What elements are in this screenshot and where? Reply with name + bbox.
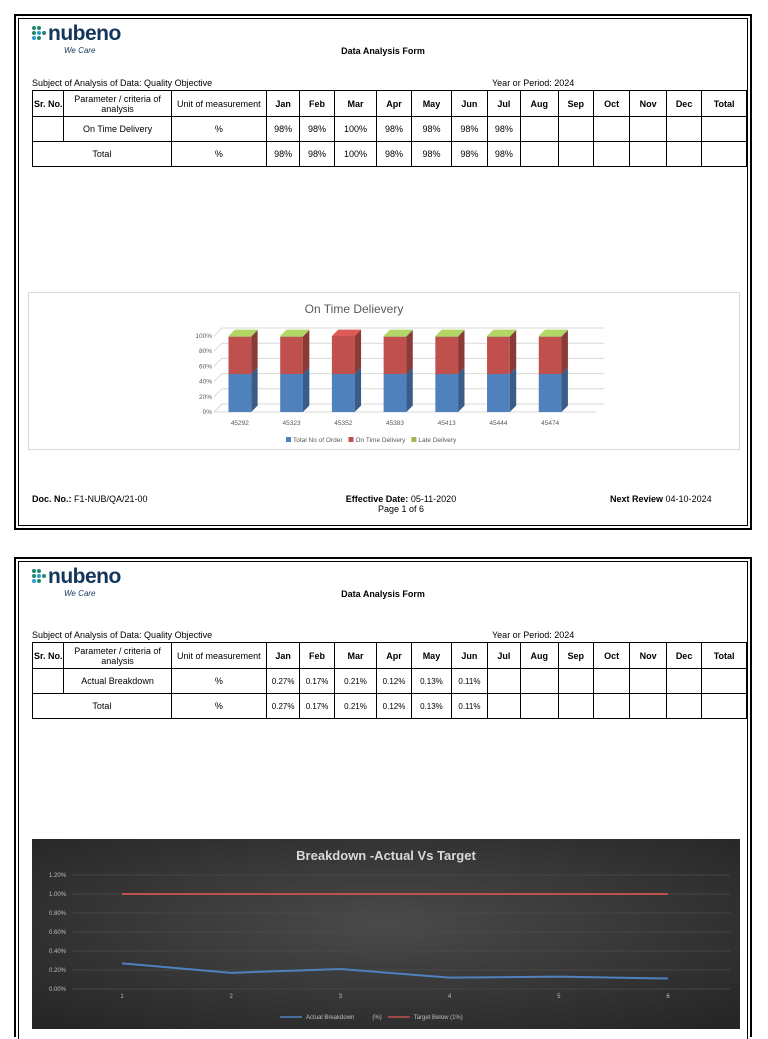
x-tick-label: 5 xyxy=(557,994,561,1000)
y-tick-label: 1.20% xyxy=(48,873,66,879)
header-cell: Oct xyxy=(593,643,629,669)
bar-front xyxy=(228,337,251,374)
header-cell: Parameter / criteria of analysis xyxy=(64,643,171,669)
month-cell: 0.11% xyxy=(452,669,487,694)
header-cell: Aug xyxy=(521,91,558,117)
analysis-period: Year or Period: 2024 xyxy=(492,630,575,640)
header-cell: Mar xyxy=(334,91,377,117)
bar-side xyxy=(303,368,309,412)
x-tick-label: 4 xyxy=(447,994,452,1000)
month-cell xyxy=(558,117,593,142)
chart-title: Breakdown -Actual Vs Target xyxy=(296,848,476,863)
doc-number xyxy=(32,494,148,504)
chart-frame xyxy=(32,839,740,1029)
bar-front xyxy=(228,336,251,337)
bar-front xyxy=(487,337,510,374)
bar-front xyxy=(435,336,458,337)
month-cell: 0.12% xyxy=(377,669,411,694)
header-cell: Parameter / criteria of analysis xyxy=(64,91,171,117)
header-cell: Feb xyxy=(300,643,334,669)
month-cell xyxy=(521,694,558,719)
y-tick-label: 0% xyxy=(202,409,212,416)
unit-cell: % xyxy=(171,117,266,142)
y-tick-label: 0.00% xyxy=(48,987,66,993)
month-cell: 0.17% xyxy=(300,694,334,719)
unit-cell: % xyxy=(171,142,266,167)
doc-number-label: Doc. No.: xyxy=(32,494,72,504)
logo-mark-icon xyxy=(32,569,46,583)
bar-segment xyxy=(487,368,516,412)
month-cell: 98% xyxy=(452,142,487,167)
bar-side xyxy=(251,330,257,374)
bar-front xyxy=(435,374,458,412)
month-cell: 98% xyxy=(487,142,520,167)
month-cell: 98% xyxy=(452,117,487,142)
sr-cell xyxy=(33,669,64,694)
month-cell: 0.13% xyxy=(411,669,452,694)
legend-label: Actual Breakdown xyxy=(306,1015,355,1021)
bar-segment xyxy=(228,368,257,412)
header-cell: Sep xyxy=(558,643,593,669)
bar-side xyxy=(562,330,568,374)
on-time-delivery-chart xyxy=(28,292,740,450)
month-cell xyxy=(487,694,520,719)
month-cell: 98% xyxy=(266,117,299,142)
month-cell: 0.17% xyxy=(300,669,334,694)
header-cell: Sr. No. xyxy=(33,91,64,117)
month-cell: 98% xyxy=(300,142,334,167)
header-cell: Sep xyxy=(558,91,593,117)
total-cell xyxy=(702,117,747,142)
chart-title: On Time Delievery xyxy=(304,302,404,316)
month-cell xyxy=(593,694,629,719)
header-cell: Nov xyxy=(630,643,666,669)
month-cell xyxy=(630,694,666,719)
month-cell xyxy=(521,669,558,694)
month-cell xyxy=(593,669,629,694)
y-tick-label: 60% xyxy=(198,363,212,371)
month-cell: 98% xyxy=(266,142,299,167)
month-cell xyxy=(593,142,629,167)
bar-front xyxy=(384,336,407,337)
legend-label: On Time Delivery xyxy=(355,437,406,444)
month-cell xyxy=(558,669,593,694)
header-cell: Mar xyxy=(334,643,377,669)
bar-front xyxy=(539,337,562,374)
table-row xyxy=(33,117,747,142)
month-cell xyxy=(666,117,701,142)
bar-front xyxy=(228,374,251,412)
header-cell: Dec xyxy=(666,643,701,669)
y-tick-label: 1.00% xyxy=(48,892,66,898)
x-tick-label: 45474 xyxy=(541,420,560,427)
header-cell: Total xyxy=(702,643,747,669)
bar-front xyxy=(332,374,355,412)
bar-segment xyxy=(539,330,568,374)
x-tick-label: 45413 xyxy=(437,420,456,427)
month-cell xyxy=(666,142,701,167)
bar-segment xyxy=(332,368,361,412)
bar-front xyxy=(280,336,303,337)
x-tick-label: 1 xyxy=(120,994,124,1000)
header-cell: Oct xyxy=(593,91,629,117)
bar-side xyxy=(510,330,516,374)
form-page-2 xyxy=(14,557,752,1037)
x-tick-label: 45383 xyxy=(385,420,405,427)
x-tick-label: 45292 xyxy=(230,420,249,427)
next-review-label: Next Review xyxy=(610,494,664,504)
total-cell xyxy=(702,694,747,719)
bar-side xyxy=(458,368,464,412)
bar-segment xyxy=(487,330,516,374)
bar-side xyxy=(355,330,361,374)
header-cell: Total xyxy=(702,91,747,117)
x-tick-label: 6 xyxy=(666,994,670,1000)
month-cell xyxy=(558,694,593,719)
month-cell xyxy=(666,694,701,719)
total-cell xyxy=(702,669,747,694)
analysis-subject: Subject of Analysis of Data: Quality Objective xyxy=(32,630,213,640)
legend-label: Total No of Order xyxy=(293,437,343,444)
month-cell: 98% xyxy=(487,117,520,142)
header-cell: Apr xyxy=(377,643,411,669)
bar-front xyxy=(332,336,355,374)
logo-tagline: We Care xyxy=(64,589,96,598)
header-cell: Jun xyxy=(452,643,487,669)
logo-mark-icon xyxy=(32,26,46,40)
month-cell: 0.21% xyxy=(334,694,377,719)
month-cell xyxy=(593,117,629,142)
header-cell: Nov xyxy=(630,91,666,117)
month-cell: 100% xyxy=(334,117,377,142)
analysis-period: Year or Period: 2024 xyxy=(492,78,575,88)
sr-cell xyxy=(33,117,64,142)
bar-front xyxy=(384,374,407,412)
y-tick-label: 0.60% xyxy=(48,930,66,936)
bar-front xyxy=(487,374,510,412)
bar-segment xyxy=(384,330,413,374)
table-header-row xyxy=(33,643,747,669)
month-cell: 98% xyxy=(411,117,452,142)
header-cell: Jan xyxy=(266,91,299,117)
parameter-cell: On Time Delivery xyxy=(64,117,171,142)
month-cell: 98% xyxy=(377,117,411,142)
bar-side xyxy=(406,368,412,412)
y-tick-label: 0.20% xyxy=(48,968,66,974)
total-label-cell: Total xyxy=(33,142,172,167)
header-cell: Sr. No. xyxy=(33,643,64,669)
month-cell: 98% xyxy=(300,117,334,142)
month-cell xyxy=(558,142,593,167)
month-cell xyxy=(630,117,666,142)
next-review-value: 04-10-2024 xyxy=(665,494,712,504)
month-cell xyxy=(630,669,666,694)
legend-unit: (%) xyxy=(372,1015,382,1021)
y-tick-label: 40% xyxy=(198,378,212,386)
month-cell xyxy=(487,669,520,694)
bar-side xyxy=(510,368,516,412)
form-title: Data Analysis Form xyxy=(341,589,425,599)
table-row xyxy=(33,669,747,694)
bar-front xyxy=(280,374,303,412)
header-cell: Jun xyxy=(452,91,487,117)
header-cell: Apr xyxy=(377,91,411,117)
month-cell: 0.12% xyxy=(377,694,411,719)
breakdown-chart xyxy=(32,839,740,1029)
header-cell: Jul xyxy=(487,643,520,669)
bar-front xyxy=(384,337,407,374)
bar-segment xyxy=(435,330,464,374)
y-tick-label: 100% xyxy=(195,333,212,340)
legend-swatch xyxy=(411,437,416,442)
x-tick-label: 45352 xyxy=(334,420,353,427)
logo-tagline: We Care xyxy=(64,46,96,55)
bar-side xyxy=(303,330,309,374)
legend-swatch xyxy=(286,437,291,442)
month-cell: 0.27% xyxy=(266,669,299,694)
effective-date-label: Effective Date: xyxy=(345,494,409,504)
month-cell: 0.13% xyxy=(411,694,452,719)
y-tick-label: 20% xyxy=(198,393,212,401)
header-cell: Aug xyxy=(521,643,558,669)
x-tick-label: 3 xyxy=(338,994,343,1000)
bar-segment xyxy=(384,368,413,412)
logo-brand: nubeno xyxy=(48,22,121,45)
bar-front xyxy=(435,337,458,374)
month-cell: 0.11% xyxy=(452,694,487,719)
month-cell: 0.21% xyxy=(334,669,377,694)
bar-side xyxy=(562,368,568,412)
month-cell xyxy=(666,669,701,694)
header-cell: Unit of measurement xyxy=(171,643,266,669)
y-tick-label: 0.80% xyxy=(48,911,66,917)
bar-side xyxy=(251,368,257,412)
bar-segment xyxy=(280,330,309,374)
bar-segment xyxy=(280,368,309,412)
month-cell: 0.27% xyxy=(266,694,299,719)
month-cell xyxy=(630,142,666,167)
bar-segment xyxy=(228,330,257,374)
bar-side xyxy=(458,330,464,374)
table-header-row xyxy=(33,91,747,117)
header-cell: May xyxy=(411,643,452,669)
effective-date xyxy=(336,494,466,514)
x-tick-label: 2 xyxy=(229,994,233,1000)
month-cell: 98% xyxy=(377,142,411,167)
data-table xyxy=(32,642,747,719)
header-cell: Feb xyxy=(300,91,334,117)
month-cell: 100% xyxy=(334,142,377,167)
next-review xyxy=(610,494,712,504)
header-cell: Jul xyxy=(487,91,520,117)
unit-cell: % xyxy=(171,669,266,694)
y-tick-label: 0.40% xyxy=(48,949,66,955)
bar-front xyxy=(280,337,303,374)
form-title: Data Analysis Form xyxy=(341,46,425,56)
x-tick-label: 45323 xyxy=(282,420,301,427)
effective-date-value: 05-11-2020 xyxy=(410,494,457,504)
bar-segment xyxy=(539,368,568,412)
month-cell: 98% xyxy=(411,142,452,167)
page-number: Page 1 of 6 xyxy=(377,504,425,514)
bar-side xyxy=(355,368,361,412)
month-cell xyxy=(521,142,558,167)
bar-front xyxy=(539,336,562,337)
header-cell: Unit of measurement xyxy=(171,91,266,117)
x-tick-label: 45444 xyxy=(489,420,508,427)
data-table xyxy=(32,90,747,167)
parameter-cell: Actual Breakdown xyxy=(64,669,171,694)
legend-label: Late Deilvery xyxy=(418,437,457,444)
header-cell: Dec xyxy=(666,91,701,117)
header-cell: May xyxy=(411,91,452,117)
bar-front xyxy=(539,374,562,412)
total-label-cell: Total xyxy=(33,694,172,719)
total-cell xyxy=(702,142,747,167)
logo-brand: nubeno xyxy=(48,565,121,588)
month-cell xyxy=(521,117,558,142)
y-tick-label: 80% xyxy=(198,348,212,356)
bar-segment xyxy=(332,330,361,374)
table-total-row xyxy=(33,142,747,167)
bar-side xyxy=(406,330,412,374)
table-total-row xyxy=(33,694,747,719)
legend-label: Target Below (1%) xyxy=(413,1015,463,1021)
legend-swatch xyxy=(349,437,354,442)
unit-cell: % xyxy=(171,694,266,719)
bar-segment xyxy=(435,368,464,412)
doc-number-value: F1-NUB/QA/21-00 xyxy=(74,494,148,504)
header-cell: Jan xyxy=(266,643,299,669)
bar-front xyxy=(487,336,510,337)
form-page-1 xyxy=(14,14,752,530)
analysis-subject: Subject of Analysis of Data: Quality Objective xyxy=(32,78,213,88)
